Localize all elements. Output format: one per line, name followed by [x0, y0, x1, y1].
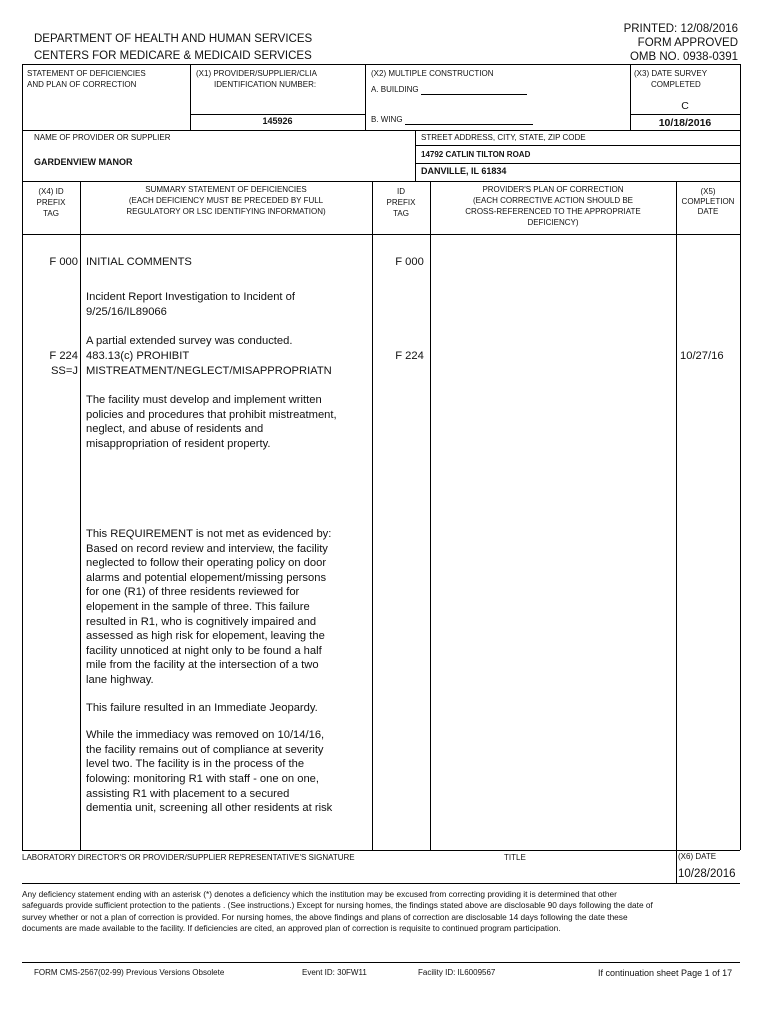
form-number: FORM CMS-2567(02-99) Previous Versions Obsolete [34, 968, 225, 977]
department-name: DEPARTMENT OF HEALTH AND HUMAN SERVICES [34, 33, 313, 45]
summary-header-2: (EACH DEFICIENCY MUST BE PRECEDED BY FULL [128, 196, 324, 205]
x3-label-2: COMPLETED [651, 80, 701, 89]
id-header-2: PREFIX [386, 198, 416, 207]
plan-header-4: DEFICIENCY) [527, 218, 579, 227]
incident-text: Incident Report Investigation to Incident of 9/25/16/IL89066 [86, 291, 295, 318]
x3-code: C [681, 100, 689, 112]
lab-director-label: LABORATORY DIRECTOR'S OR PROVIDER/SUPPLIER REPRESENTATIVE'S SIGNATURE [22, 853, 355, 862]
x5-header-3: DATE [697, 207, 719, 216]
x4-header-1: (X4) ID [38, 187, 64, 196]
address-label: STREET ADDRESS, CITY, STATE, ZIP CODE [421, 133, 586, 142]
x1-label-1: (X1) PROVIDER/SUPPLIER/CLIA [196, 69, 317, 78]
x2-wing-label: B. WING [371, 115, 533, 125]
id-header-1: ID [397, 187, 405, 196]
facility-id: Facility ID: IL6009567 [418, 968, 496, 977]
event-id: Event ID: 30FW11 [302, 968, 367, 977]
signature-divider [22, 850, 740, 851]
x6-date-value: 10/28/2016 [678, 868, 736, 880]
provider-id-number: 145926 [262, 116, 293, 126]
tag-f224-right: F 224 [395, 350, 424, 362]
wing-field-line [405, 115, 533, 125]
x2-label: (X2) MULTIPLE CONSTRUCTION [371, 69, 494, 78]
initial-comments-heading: INITIAL COMMENTS [86, 256, 192, 268]
date-divider [676, 850, 677, 883]
address-city: DANVILLE, IL 61834 [421, 166, 507, 176]
footer-divider [22, 883, 740, 884]
tag-f000: F 000 [49, 256, 78, 268]
x2-building-label: A. BUILDING [371, 85, 527, 95]
form-approved: FORM APPROVED [637, 37, 738, 49]
deficiency-body [86, 527, 338, 829]
survey-completed-date: 10/18/2016 [658, 117, 712, 129]
requirement-text: This REQUIREMENT is not met as evidenced by: [86, 528, 332, 540]
id-header-3: TAG [393, 209, 409, 218]
omb-number: OMB NO. 0938-0391 [629, 51, 738, 63]
failure-text: This failure resulted in an Immediate Jeopardy. [86, 701, 318, 714]
x3-label-1: (X3) DATE SURVEY [634, 69, 708, 78]
plan-header-1: PROVIDER'S PLAN OF CORRECTION [482, 185, 624, 194]
regulation-line-1: 483.13(c) PROHIBIT [86, 350, 190, 362]
x6-date-label: (X6) DATE [678, 852, 717, 861]
provider-name-label: NAME OF PROVIDER OR SUPPLIER [34, 133, 171, 142]
tag-f224: F 224 [49, 350, 78, 362]
based-on-text: Based on record review and interview, the facility neglected to follow their operating policy on door alarms and potential elopement/missing persons for one (R1) of three residents reviewed for elopement in the sample of three. This failure resulted in R1, who is cognitively impaired and assessed as high risk for elopement, leaving the facility unnoticed at night only to be found a half mile from the facility at the intersection of a two lane highway. [86, 542, 328, 686]
continuation-sheet: If continuation sheet Page 1 of 17 [598, 968, 733, 978]
facility-must-text: The facility must develop and implement written policies and procedures that prohibit mistreatment, neglect, and abuse of residents and misappropriation of resident property. [86, 394, 337, 450]
tag-f000-right: F 000 [395, 256, 424, 268]
x1-label-2: IDENTIFICATION NUMBER: [214, 80, 317, 89]
x4-header-3: TAG [43, 209, 59, 218]
statement-label-2: AND PLAN OF CORRECTION [27, 80, 137, 89]
plan-header-3: CROSS-REFERENCED TO THE APPROPRIATE [465, 207, 641, 216]
title-label: TITLE [504, 853, 526, 862]
provider-name: GARDENVIEW MANOR [34, 157, 133, 167]
building-field-line [421, 85, 527, 95]
immediacy-text: While the immediacy was removed on 10/14/16, the facility remains out of compliance at severity level two. The facility is in the process of the folowing: monitoring R1 with staff - one on one, assisting R1 with placement to a secured dementia unit, screening all other residents at risk [86, 729, 333, 815]
partial-survey-text: A partial extended survey was conducted. [86, 335, 293, 347]
disclaimer-text: Any deficiency statement ending with an asterisk (*) denotes a deficiency which the institution may be excused from correcting providing it is determined that other safeguards provide sufficient protection to the patients . (See instructions.) Except for nursing homes, the findings stated above are disclosable 90 days following the date of survey whether or not a plan of correction is provided. For nursing homes, the above findings and plans of correction are disclosable 14 days following the date these documents are made available to the facility. If deficiencies are cited, an approved plan of correction is requisite to continued program participation. [22, 889, 653, 934]
tag-f224-severity: SS=J [50, 365, 78, 377]
x4-header-2: PREFIX [36, 198, 66, 207]
address-street: 14792 CATLIN TILTON ROAD [421, 150, 531, 159]
regulation-line-2: MISTREATMENT/NEGLECT/MISAPPROPRIATN [86, 365, 332, 377]
bottom-rule [22, 962, 740, 963]
x5-header-1: (X5) [700, 187, 716, 196]
summary-header-1: SUMMARY STATEMENT OF DEFICIENCIES [145, 185, 307, 194]
summary-header-3: REGULATORY OR LSC IDENTIFYING INFORMATION) [126, 207, 326, 216]
plan-header-2: (EACH CORRECTIVE ACTION SHOULD BE [472, 196, 634, 205]
centers-name: CENTERS FOR MEDICARE & MEDICAID SERVICES [34, 50, 312, 62]
completion-date: 10/27/16 [680, 350, 724, 362]
printed-date: PRINTED: 12/08/2016 [623, 23, 738, 35]
x5-header-2: COMPLETION [681, 197, 735, 206]
statement-label-1: STATEMENT OF DEFICIENCIES [27, 69, 146, 78]
